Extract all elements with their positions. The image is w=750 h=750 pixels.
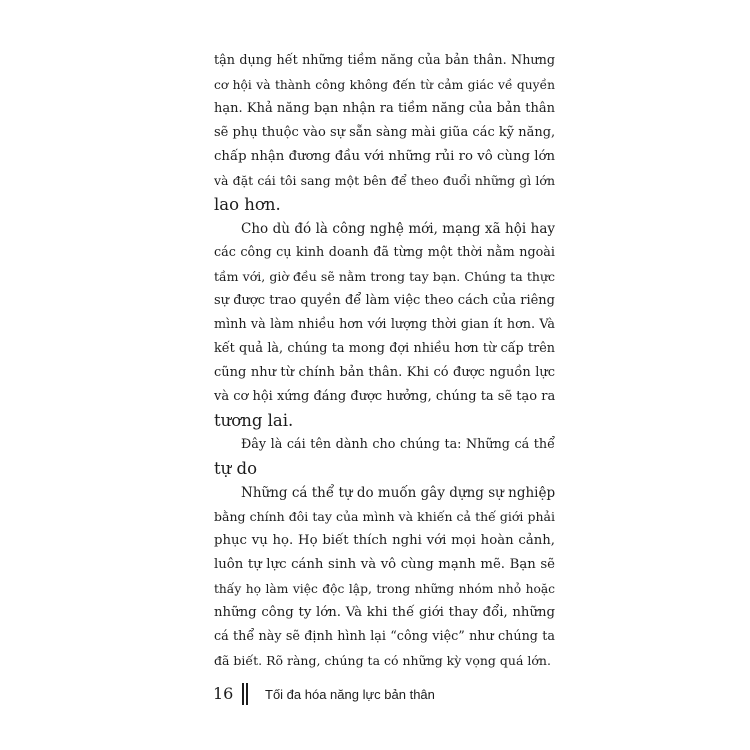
text-line: các công cụ kinh doanh đã từng một thời nằm ngoài — [214, 245, 555, 260]
text-line: phục vụ họ. Họ biết thích nghi với mọi hoàn cảnh, — [214, 533, 555, 548]
text-line: tự do — [214, 459, 257, 478]
text-line: bằng chính đôi tay của mình và khiến cả thế giới phải — [214, 509, 555, 524]
text-line: cơ hội và thành công không đến từ cảm giác về quyền — [214, 78, 555, 92]
page-number: 16 — [213, 684, 234, 703]
text-line: lao hơn. — [214, 195, 281, 214]
text-line: chấp nhận đương đầu với những rủi ro vô cùng lớn — [214, 149, 555, 164]
text-line: sự được trao quyền để làm việc theo cách của riêng — [214, 293, 555, 308]
text-line: hạn. Khả năng bạn nhận ra tiềm năng của bản thân — [214, 101, 555, 116]
text-line: tận dụng hết những tiềm năng của bản thân. Nhưng — [214, 53, 555, 68]
text-line: cũng như từ chính bản thân. Khi có được nguồn lực — [214, 365, 555, 380]
text-line: và cơ hội xứng đáng được hưởng, chúng ta sẽ tạo ra — [214, 389, 556, 404]
text-line: sẽ phụ thuộc vào sự sẵn sàng mài giũa các kỹ năng, — [214, 125, 556, 140]
text-line: Những cá thể tự do muốn gây dựng sự nghiệp — [241, 485, 556, 501]
text-line: mình và làm nhiều hơn với lượng thời gian ít hơn. Và — [214, 317, 555, 332]
text-line: tầm với, giờ đều sẽ nằm trong tay bạn. Chúng ta thực — [214, 269, 555, 284]
text-line: luôn tự lực cánh sinh và vô cùng mạnh mẽ. Bạn sẽ — [214, 557, 555, 572]
text-line: đã biết. Rõ ràng, chúng ta có những kỳ vọng quá lớn. — [214, 653, 551, 668]
text-line: thấy họ làm việc độc lập, trong những nhóm nhỏ hoặc — [214, 582, 555, 596]
text-line: kết quả là, chúng ta mong đợi nhiều hơn từ cấp trên — [214, 341, 555, 356]
running-book-title: Tối đa hóa năng lực bản thân — [265, 687, 435, 702]
text-line: cá thể này sẽ định hình lại “công việc” như chúng ta — [214, 629, 555, 644]
text-line: tương lai. — [214, 411, 294, 430]
page-footer — [0, 683, 750, 707]
text-line: Cho dù đó là công nghệ mới, mạng xã hội hay — [241, 221, 555, 237]
text-line: những công ty lớn. Và khi thế giới thay đổi, những — [214, 605, 555, 620]
text-line: Đây là cái tên dành cho chúng ta: Những cá thể — [241, 437, 555, 452]
text-line: và đặt cái tôi sang một bên để theo đuổi những gì lớn — [214, 173, 555, 188]
footer-divider — [242, 683, 248, 705]
